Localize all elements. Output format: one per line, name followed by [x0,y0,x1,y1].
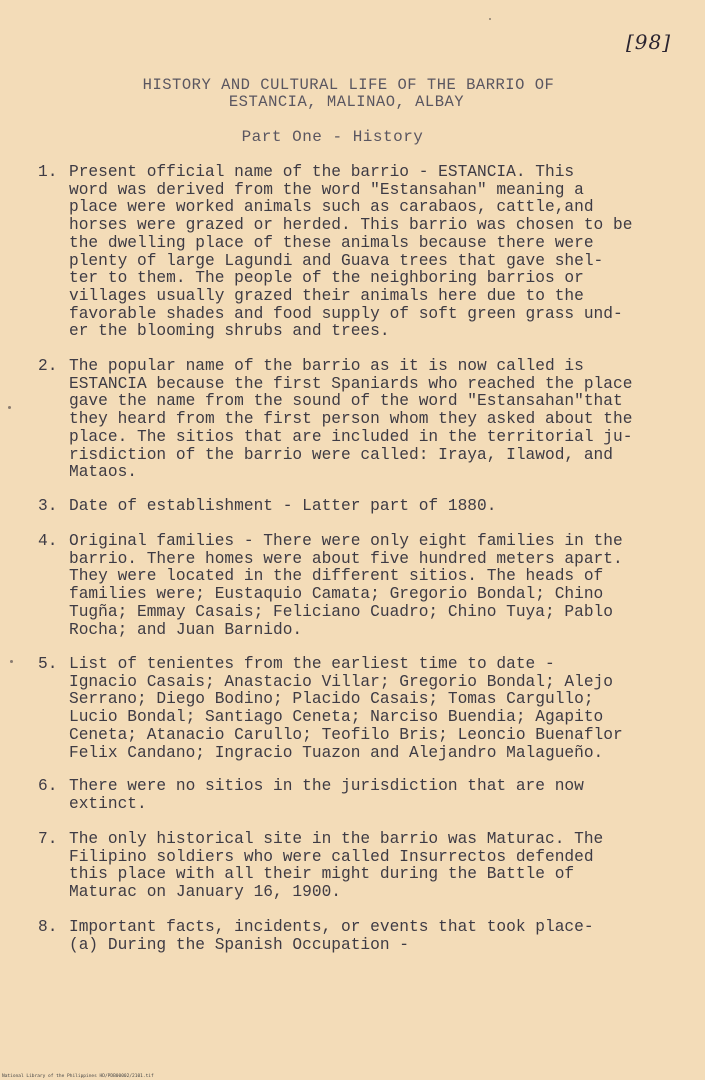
archive-footer: National Library of the Philippines HD/PDB00002/2101.tif [2,1074,154,1079]
item-text: Date of establishment - Latter part of 1880. [69,497,497,515]
item-number: 7. [38,830,58,848]
paper-speck [10,660,13,663]
item-number: 6. [38,777,58,795]
item-number: 2. [38,357,58,375]
item-text: There were no sitios in the jurisdiction that are now extinct. [69,777,584,813]
page-number: [98] [626,30,672,54]
item-text: Original families - There were only eight families in the barrio. There homes were about five hundred meters apart. They were located in the different sitios. The heads of families were; Eustaquio Camata; Gregorio Bondal; Chino Tugña; Emmay Casais; Feliciano Cuadro; Chino Tuya; Pablo Rocha; and Juan Barnido. [69,532,623,639]
list-item-4 [38,533,688,639]
item-text: Present official name of the barrio - ESTANCIA. This word was derived from the word "Estansahan" meaning a place were worked animals such as carabaos, cattle,and horses were grazed or herded. This barrio was chosen to be the dwelling place of these animals because there were plenty of large Lagundi and Guava trees that gave shel- ter to them. The people of the neighboring barrios or villages usually grazed their animals here due to the favorable shades and food supply of soft green grass und- er the blooming shrubs and trees. [69,163,633,341]
item-number: 4. [38,532,58,550]
document-title-line-1: HISTORY AND CULTURAL LIFE OF THE BARRIO OF [142,76,555,94]
item-number: 5. [38,655,58,673]
item-number: 3. [38,497,58,515]
paper-speck [8,406,11,409]
item-text: List of tenientes from the earliest time to date - Ignacio Casais; Anastacio Villar; Gregorio Bondal; Alejo Serrano; Diego Bodino; Placido Casais; Tomas Cargullo; Lucio Bondal; Santiago Ceneta; Narciso Buendia; Agapito Ceneta; Atanacio Carullo; Teofilo Bris; Leoncio Buenaflor Felix Candano; Ingracio Tuazon and Alejandro Malagueño. [69,655,623,762]
list-item-3 [38,498,688,516]
paper-speck [489,18,491,20]
list-item-7 [38,831,688,902]
item-text: Important facts, incidents, or events that took place- (a) During the Spanish Occupation - [69,918,594,954]
list-item-6 [38,778,688,813]
item-number: 8. [38,918,58,936]
list-item-2 [38,358,688,482]
document-title-line-2: ESTANCIA, MALINAO, ALBAY [228,93,465,111]
item-text: The only historical site in the barrio was Maturac. The Filipino soldiers who were called Insurrectos defended this place with all their might during the Battle of Maturac on January 16, 1900. [69,830,604,902]
list-item-5 [38,656,688,762]
item-text: The popular name of the barrio as it is now called is ESTANCIA because the first Spaniards who reached the place gave the name from the sound of the word "Estansahan"that they heard from the first person whom they asked about the place. The sitios that are included in the territorial ju- risdiction of the barrio were called: Iraya, Ilawod, and Mataos. [69,357,633,482]
section-heading: Part One - History [241,128,424,146]
item-number: 1. [38,163,58,181]
list-item-8 [38,919,688,954]
list-item-1 [38,164,688,341]
